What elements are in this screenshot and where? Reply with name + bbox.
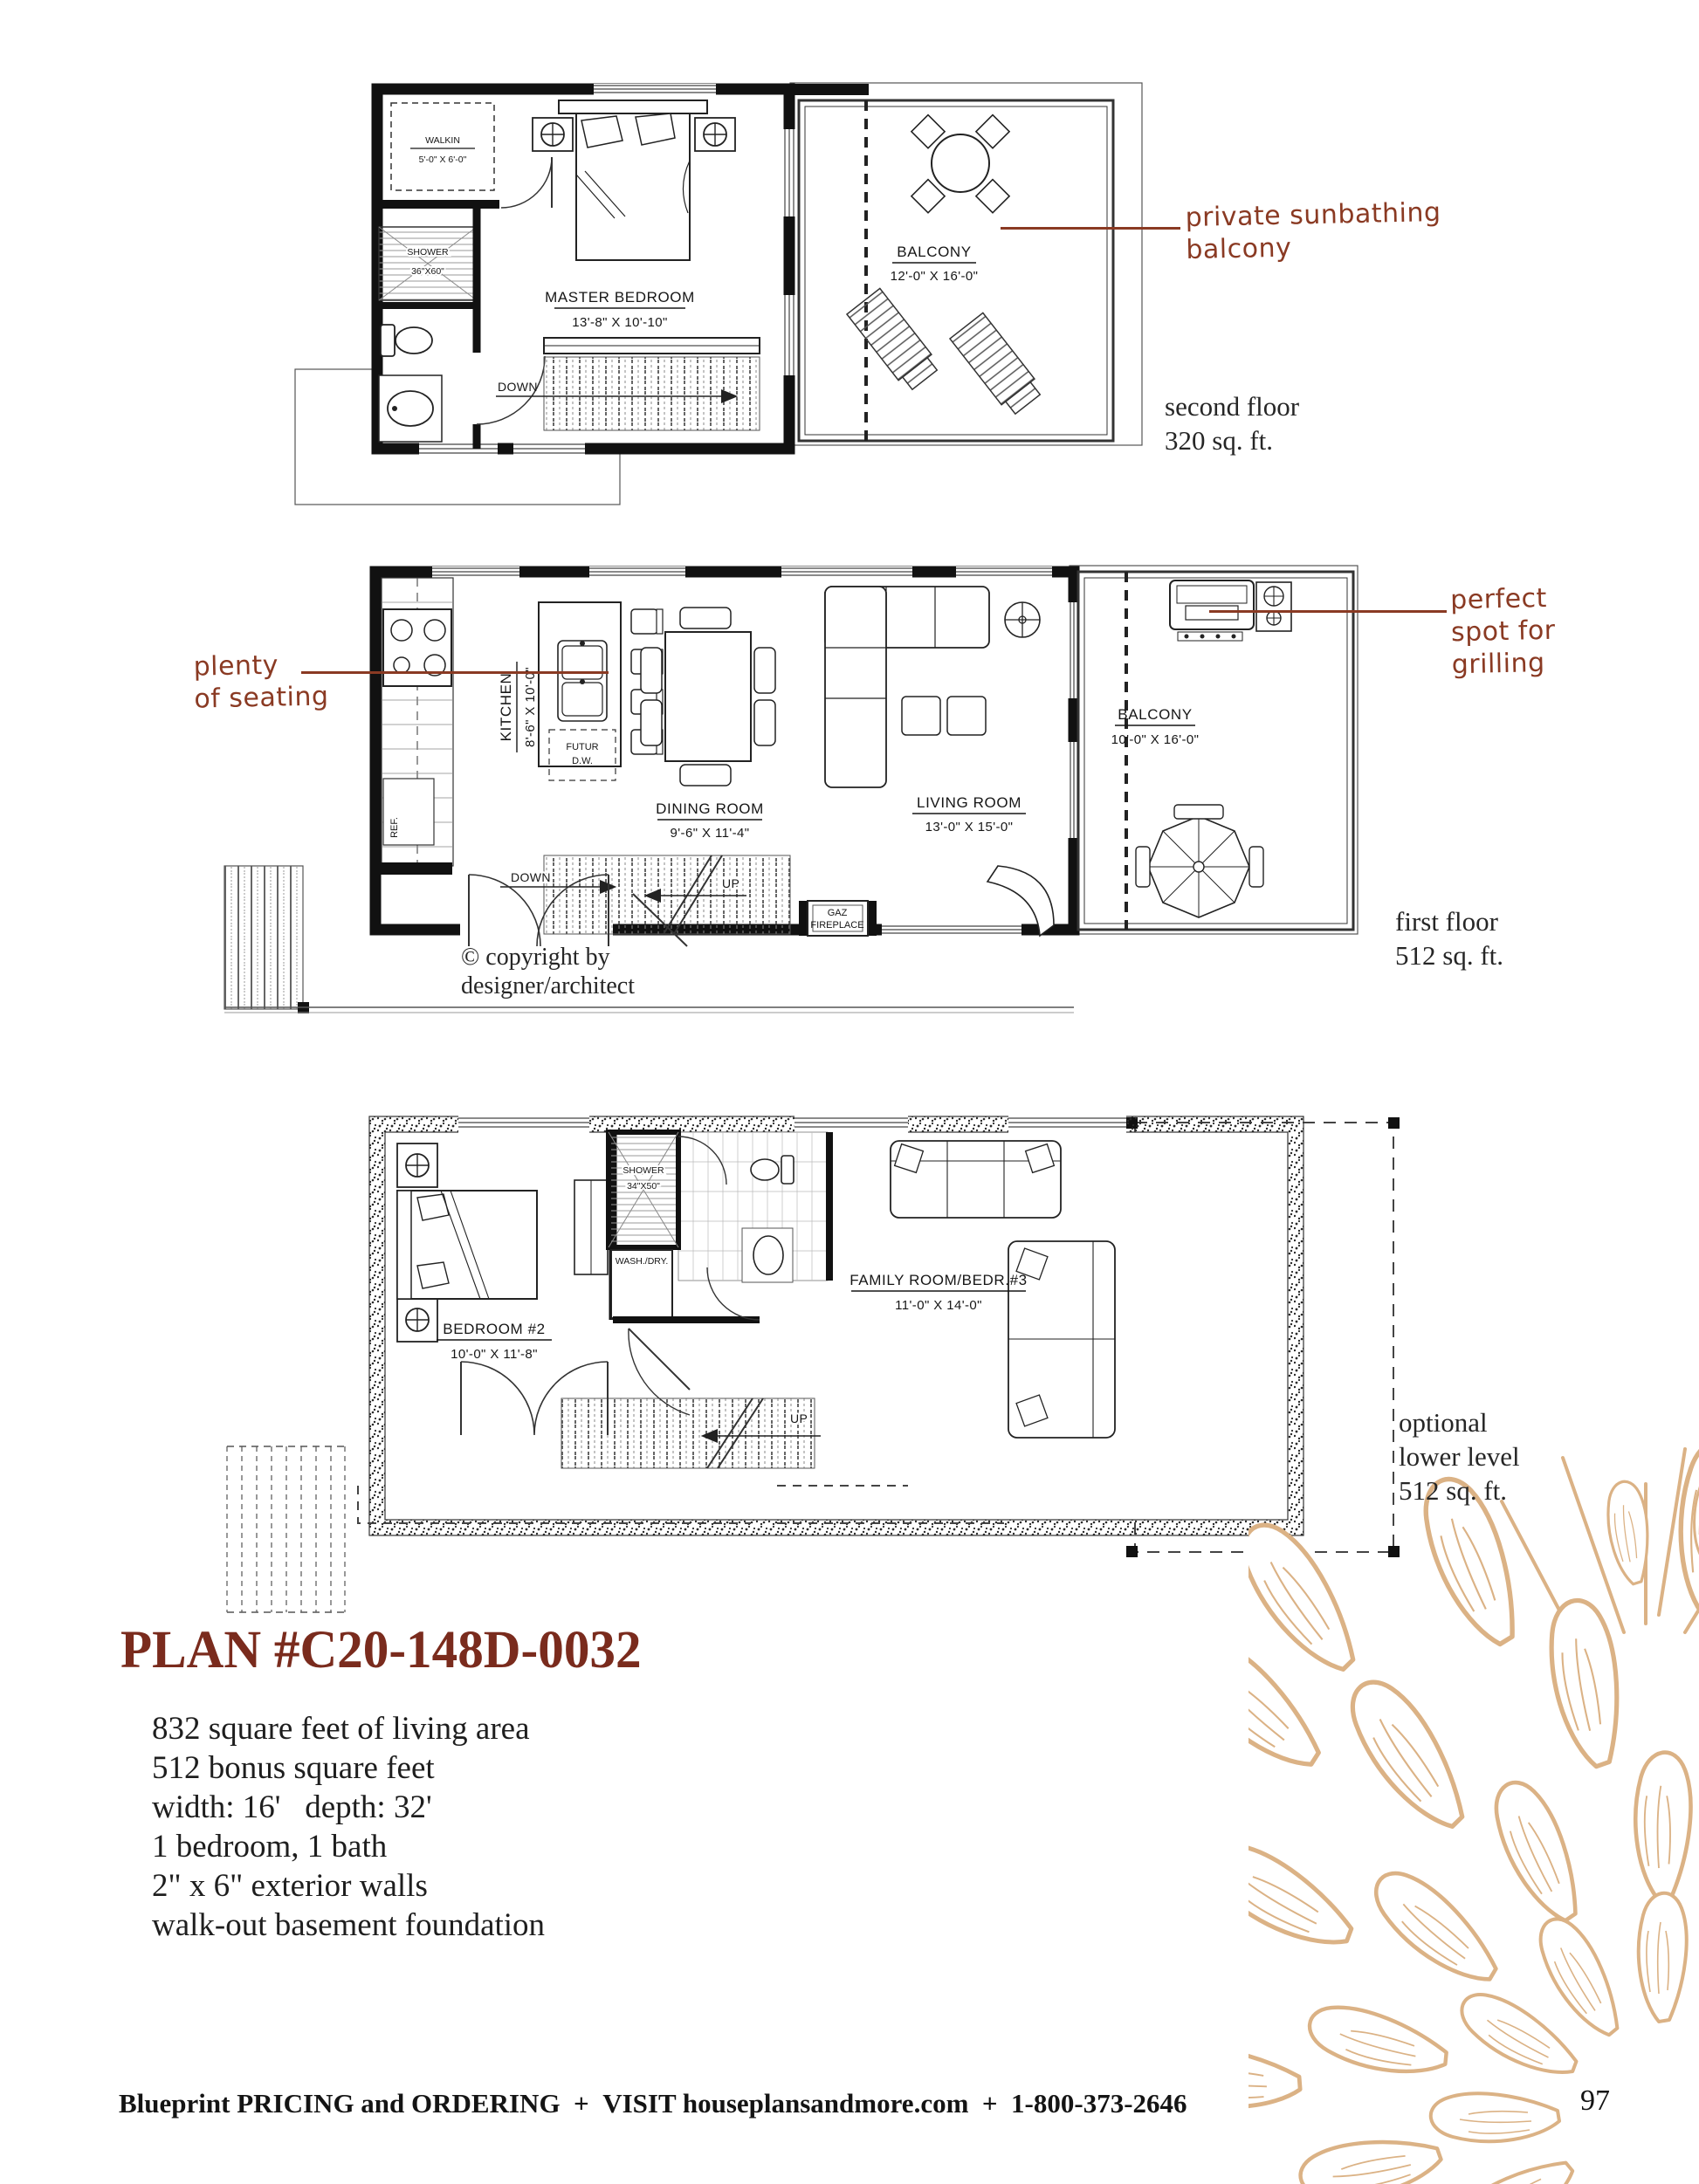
- spec-line: 1 bedroom, 1 bath: [152, 1829, 388, 1865]
- copyright-note: [461, 943, 635, 1000]
- annotation-private-balcony: [1185, 196, 1441, 266]
- caption-text: 512 sq. ft.: [1395, 940, 1503, 971]
- caption-text: optional: [1399, 1407, 1488, 1438]
- umbrella-table: [1136, 805, 1263, 917]
- leader-line: [301, 671, 609, 674]
- lounge-chair: [950, 312, 1044, 416]
- annotation-text: perfect: [1449, 582, 1548, 616]
- stove: [383, 609, 451, 686]
- gas-fireplace: [799, 901, 877, 936]
- toilet: [396, 327, 432, 354]
- lounge-chair: [847, 288, 941, 392]
- caption-second-floor: [1165, 389, 1299, 457]
- shower-dims: 36"X60": [411, 266, 444, 277]
- bedroom2-label: BEDROOM #2: [443, 1321, 546, 1337]
- up-label: UP: [722, 876, 740, 890]
- futur-dw-label: FUTUR: [566, 742, 599, 752]
- light-icon: [406, 1308, 429, 1331]
- stairs: [500, 855, 790, 934]
- spec-line: 512 bonus square feet: [152, 1750, 435, 1786]
- annotation-grill: [1450, 582, 1557, 681]
- plan-specs: [152, 1709, 545, 1945]
- living-room-dims: 13'-0" X 15'-0": [925, 820, 1014, 834]
- shower-lower-dims: 34"X50": [627, 1181, 660, 1192]
- annotation-text: plenty: [193, 649, 279, 683]
- caption-text: second floor: [1165, 391, 1300, 422]
- spec-line: width: 16' depth: 32': [152, 1789, 432, 1825]
- annotation-text: private sunbathing: [1185, 196, 1441, 234]
- spec-line: 832 square feet of living area: [152, 1711, 530, 1747]
- sink: [753, 1236, 783, 1274]
- second-floor-plan: [288, 77, 1152, 553]
- pinecone-scales: [1248, 1439, 1699, 2184]
- balcony-dims: 10'-0" X 16'-0": [1111, 732, 1200, 747]
- master-bedroom-label: MASTER BEDROOM: [545, 289, 695, 306]
- down-label: DOWN: [498, 380, 538, 394]
- annotation-text: of seating: [194, 681, 329, 715]
- balcony-furniture: [847, 115, 1044, 417]
- annotation-text: balcony: [1186, 232, 1292, 266]
- shower-label: SHOWER: [407, 247, 449, 258]
- balcony-label: BALCONY: [897, 244, 972, 260]
- annotation-text: grilling: [1451, 648, 1545, 681]
- ottoman: [947, 697, 986, 735]
- copyright-text: designer/architect: [461, 972, 636, 999]
- balcony-label: BALCONY: [1118, 706, 1193, 723]
- svg-text:D.W.: D.W.: [572, 756, 593, 766]
- light-icon: [541, 123, 564, 146]
- caption-lower-level: [1399, 1405, 1520, 1508]
- copyright-text: © copyright by: [461, 944, 610, 971]
- light-icon: [406, 1154, 429, 1177]
- wall-stub: [786, 84, 869, 95]
- family-room-label: FAMILY ROOM/BEDR.#3: [850, 1272, 1028, 1288]
- round-table: [932, 134, 989, 192]
- svg-text:8'-6" X 10'-0": 8'-6" X 10'-0": [523, 666, 538, 748]
- footer-line: Blueprint PRICING and ORDERING + VISIT houseplansandmore.com + 1-800-373-2646: [119, 2088, 1187, 2119]
- caption-text: lower level: [1399, 1441, 1520, 1472]
- ottoman: [902, 697, 940, 735]
- spec-line: 2" x 6" exterior walls: [152, 1868, 428, 1904]
- spec-line: walk-out basement foundation: [152, 1907, 546, 1943]
- leader-line: [1001, 227, 1180, 230]
- first-floor-plan: [223, 559, 1362, 1052]
- toilet-tank: [381, 325, 395, 356]
- pinecone-illustration: [1248, 1423, 1699, 2184]
- caption-text: first floor: [1395, 906, 1498, 937]
- lower-level-plan: [218, 1110, 1414, 1630]
- master-bedroom-dims: 13'-8" X 10'-10": [572, 315, 668, 330]
- caption-text: 320 sq. ft.: [1165, 425, 1273, 456]
- dining-room-label: DINING ROOM: [656, 800, 764, 817]
- gaz-label: GAZ: [827, 908, 848, 918]
- page-title: PLAN #C20-148D-0032: [120, 1621, 642, 1679]
- living-room-label: LIVING ROOM: [917, 794, 1021, 811]
- stairs-up: [561, 1398, 821, 1468]
- caption-text: 512 sq. ft.: [1399, 1475, 1507, 1506]
- family-room-dims: 11'-0" X 14'-0": [895, 1298, 982, 1313]
- shower-lower-label: SHOWER: [623, 1165, 664, 1176]
- down-label: DOWN: [511, 870, 551, 884]
- bed: [397, 1191, 537, 1299]
- ceiling-fan-icon: [1005, 602, 1040, 637]
- walkin-label: WALKIN: [425, 135, 460, 146]
- walkin-dims: 5'-0" X 6'-0": [418, 155, 467, 165]
- annotation-seating: [193, 648, 329, 715]
- exterior-stairs-dashed: [227, 1446, 345, 1612]
- dining-room-dims: 9'-6" X 11'-4": [670, 826, 750, 841]
- svg-text:KITCHEN: KITCHEN: [498, 672, 514, 742]
- ref-label: REF.: [389, 817, 400, 838]
- annotation-text: spot for: [1450, 615, 1556, 649]
- washdry-label: WASH./DRY.: [615, 1256, 669, 1267]
- toilet-tank: [781, 1156, 794, 1184]
- light-icon: [704, 123, 726, 146]
- up-label: UP: [790, 1411, 808, 1425]
- toilet: [751, 1159, 779, 1180]
- balcony-dims: 12'-0" X 16'-0": [890, 269, 979, 284]
- caption-first-floor: [1395, 904, 1503, 972]
- page-number: 97: [1580, 2084, 1610, 2117]
- svg-text:FIREPLACE: FIREPLACE: [810, 920, 864, 931]
- leader-line: [1209, 610, 1447, 613]
- shower: [377, 227, 478, 306]
- bedroom2-dims: 10'-0" X 11'-8": [451, 1347, 538, 1362]
